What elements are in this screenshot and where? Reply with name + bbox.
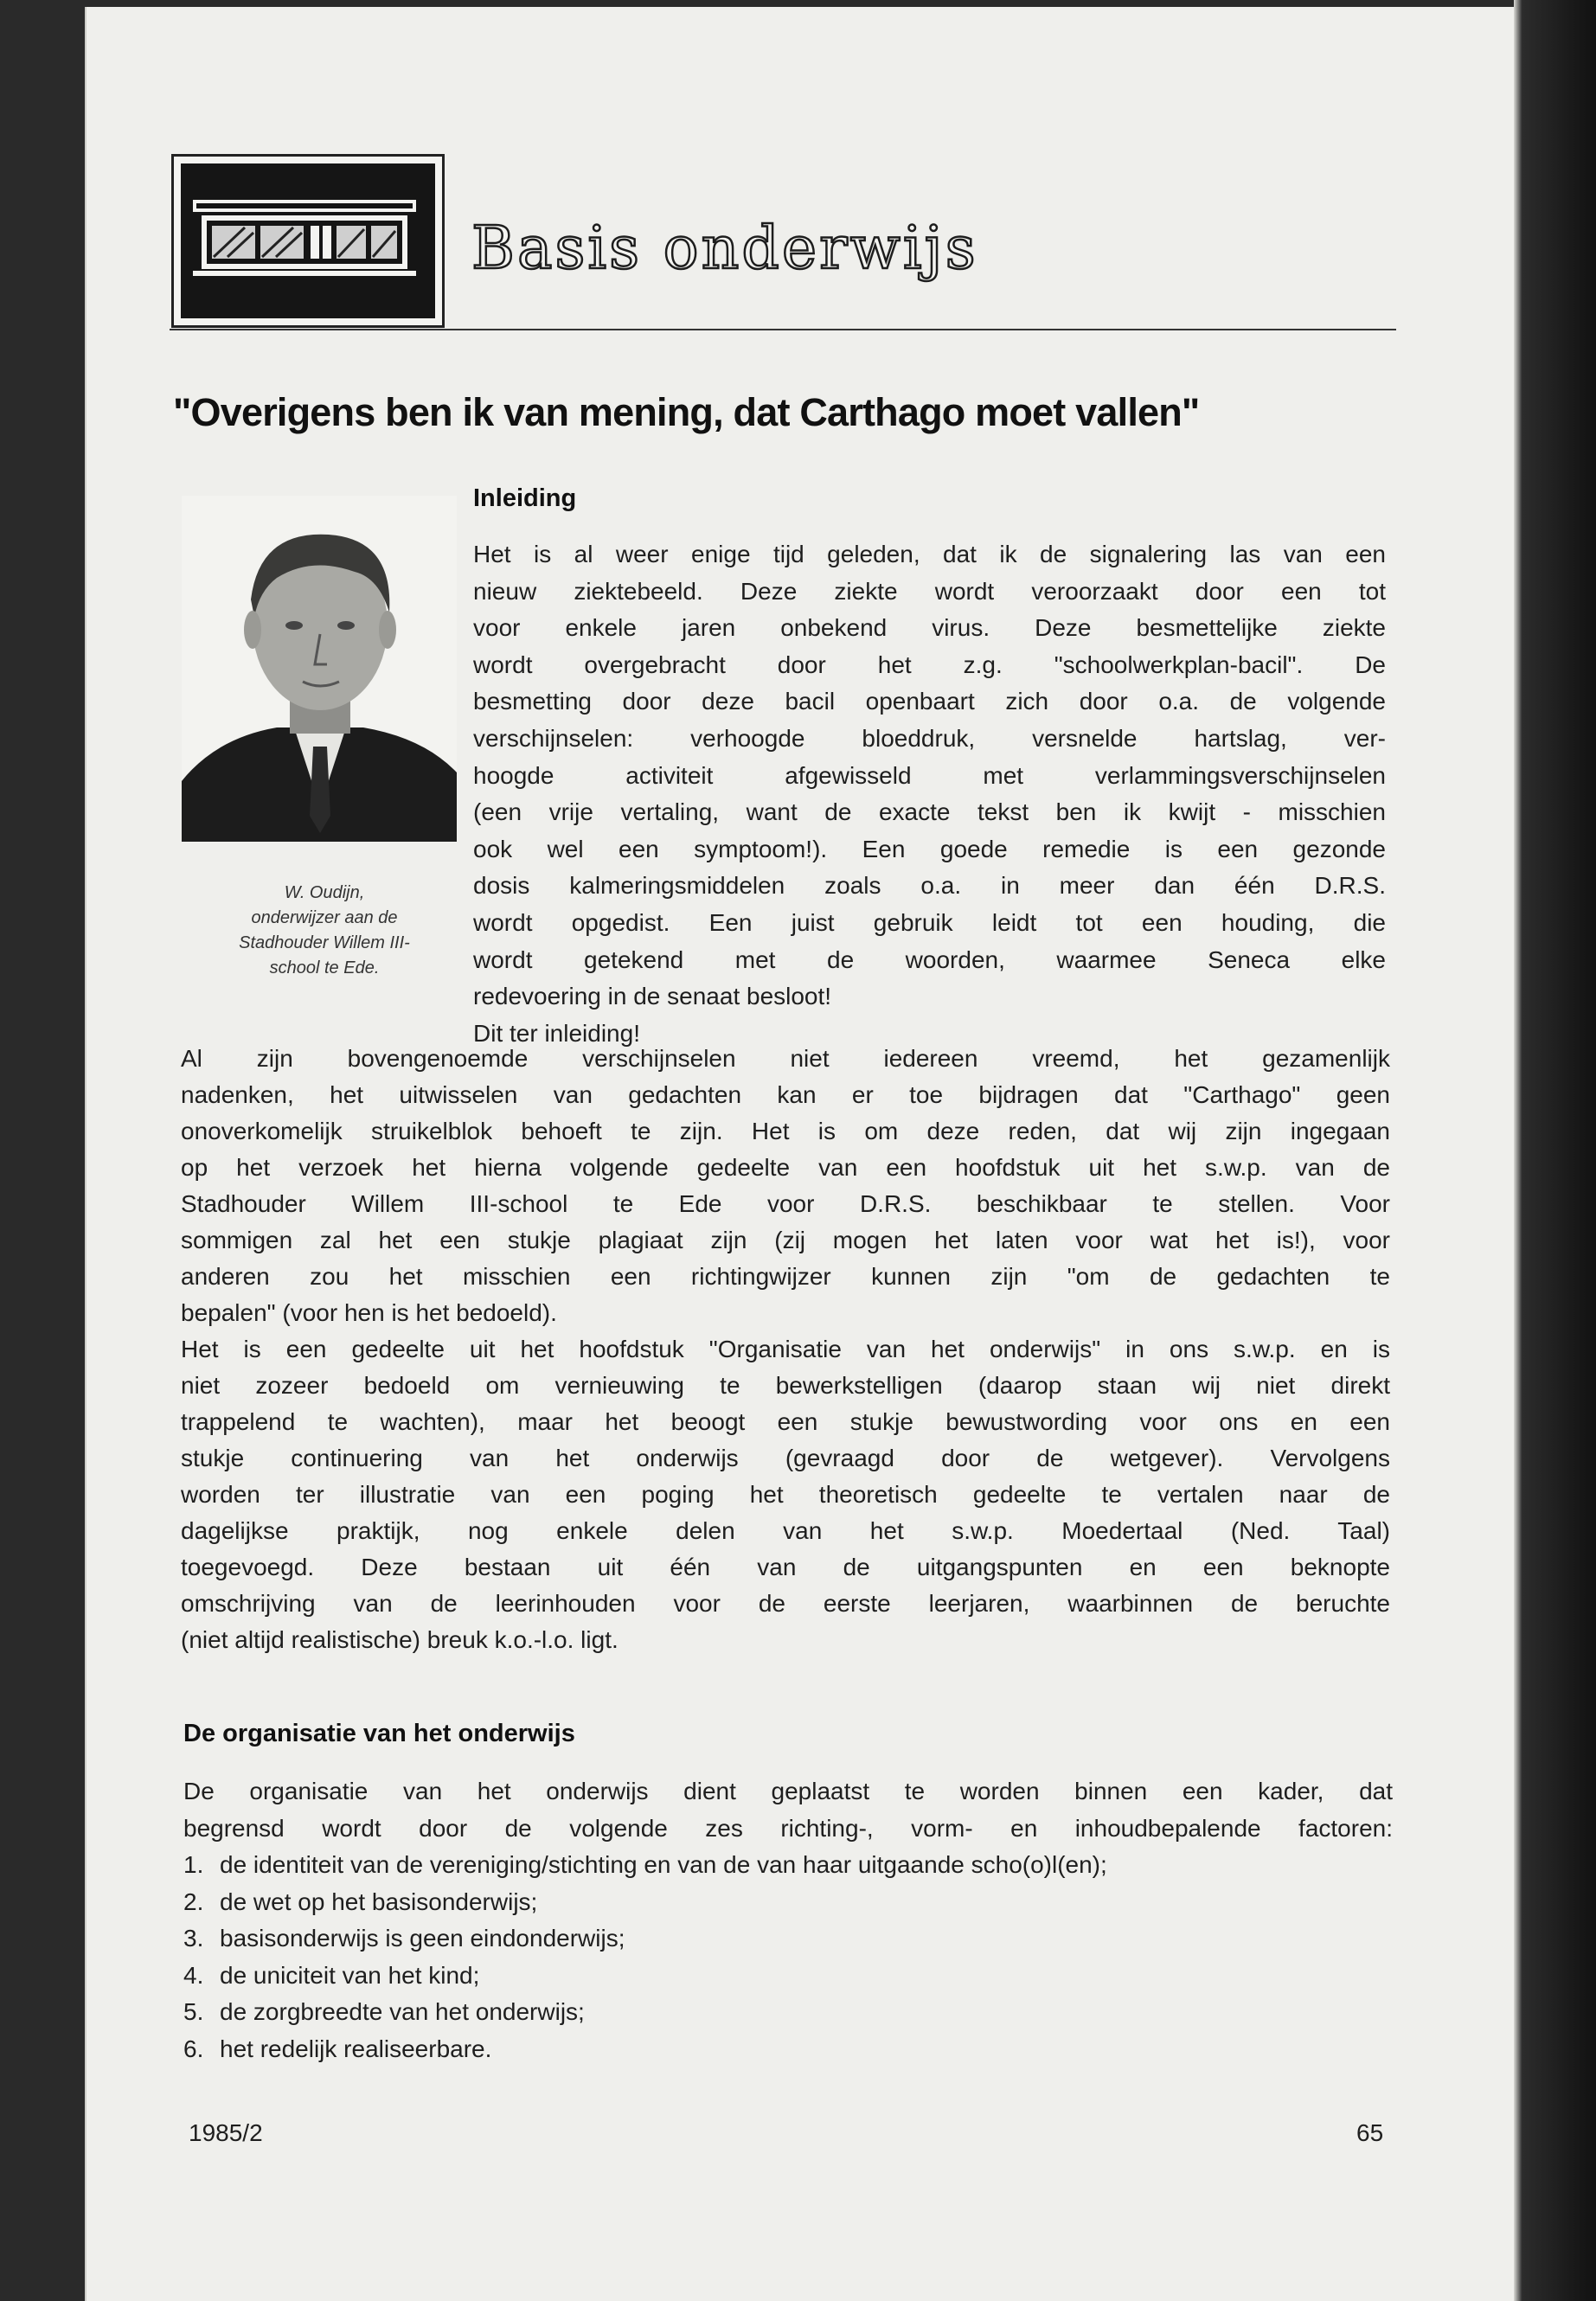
- caption-line: Stadhouder Willem III-: [239, 933, 410, 952]
- list-text: de identiteit van de vereniging/stichting en van de van haar uitgaande scho(o)l(en);: [220, 1851, 1107, 1878]
- caption-line: onderwijzer aan de: [251, 908, 398, 927]
- text-line: redevoering in de senaat besloot!: [473, 983, 832, 1010]
- text-line: wordt overgebracht door het z.g. "schoolwerkplan-bacil". De: [473, 651, 1386, 678]
- list-text: basisonderwijs is geen eindonderwijs;: [220, 1925, 625, 1952]
- list-number: 4.: [183, 1961, 204, 1989]
- text-line: begrensd wordt door de volgende zes richting-, vorm- en inhoudbepalende factoren:: [183, 1814, 1393, 1842]
- list-number: 6.: [183, 2035, 204, 2062]
- text-line: voor enkele jaren onbekend virus. Deze besmettelijke ziekte: [473, 614, 1386, 642]
- series-title: Basis onderwijs: [471, 215, 978, 283]
- text-line: omschrijving van de leerinhouden voor de eerste leerjaren, waarbinnen de beruchte: [181, 1590, 1390, 1617]
- text-line: toegevoegd. Deze bestaan uit één van de uitgangspunten en een beknopte: [181, 1554, 1390, 1580]
- text-line: nieuw ziektebeeld. Deze ziekte wordt veroorzaakt door een tot: [473, 577, 1386, 605]
- text-line: ook wel een symptoom!). Een goede remedie is een gezonde: [473, 835, 1386, 862]
- text-line: dagelijkse praktijk, nog enkele delen van het s.w.p. Moedertaal (Ned. Taal): [181, 1517, 1390, 1544]
- caption-line: W. Oudijn,: [284, 883, 365, 902]
- text-line: Stadhouder Willem III-school te Ede voor D.R.S. beschikbaar te stellen. Voor: [181, 1190, 1390, 1217]
- text-line: Dit ter inleiding!: [473, 1019, 640, 1047]
- text-line: worden ter illustratie van een poging het theoretisch gedeelte te vertalen naar de: [181, 1481, 1390, 1508]
- text-line: Het is al weer enige tijd geleden, dat ik de signalering las van een: [473, 541, 1386, 567]
- text-line: niet zozeer bedoeld om vernieuwing te bewerkstelligen (daarop staan wij niet direkt: [181, 1372, 1390, 1399]
- scan-border: [1514, 0, 1596, 2301]
- text-line: (niet altijd realistische) breuk k.o.-l.o. ligt.: [181, 1626, 619, 1653]
- text-line: (een vrije vertaling, want de exacte tekst ben ik kwijt - misschien: [473, 798, 1386, 826]
- author-portrait: [182, 496, 457, 842]
- photo-caption: [182, 881, 467, 981]
- list-item: [183, 2031, 1393, 2068]
- caption-line: school te Ede.: [269, 958, 380, 977]
- text-line: bepalen" (voor hen is het bedoeld).: [181, 1299, 557, 1326]
- list-text: de uniciteit van het kind;: [220, 1961, 480, 1989]
- series-logo: [171, 154, 445, 328]
- text-line: wordt opgedist. Een juist gebruik leidt tot een houding, die: [473, 908, 1386, 936]
- list-text: de zorgbreedte van het onderwijs;: [220, 1998, 585, 2025]
- list-item: [183, 1920, 1393, 1958]
- text-line: wordt getekend met de woorden, waarmee Seneca elke: [473, 945, 1386, 973]
- text-line: trappelend te wachten), maar het beoogt een stukje bewustwording voor ons en een: [181, 1408, 1390, 1435]
- text-line: sommigen zal het een stukje plagiaat zijn (zij mogen het laten voor wat het is!), voor: [181, 1227, 1390, 1253]
- text-line: dosis kalmeringsmiddelen zoals o.a. in meer dan één D.R.S.: [473, 872, 1386, 900]
- section-heading: De organisatie van het onderwijs: [183, 1720, 575, 1747]
- list-number: 3.: [183, 1925, 204, 1952]
- issue-number: 1985/2: [189, 2119, 263, 2146]
- text-line: onoverkomelijk struikelblok behoeft te zijn. Het is om deze reden, dat wij zijn ingegaan: [181, 1118, 1390, 1144]
- section-paragraph: [183, 1773, 1393, 2067]
- text-line: Al zijn bovengenoemde verschijnselen niet iedereen vreemd, het gezamenlijk: [181, 1045, 1390, 1072]
- factor-list: [183, 1847, 1393, 2067]
- text-line: verschijnselen: verhoogde bloeddruk, versnelde hartslag, ver-: [473, 724, 1386, 752]
- page-number: 65: [1356, 2119, 1384, 2146]
- article-headline: "Overigens ben ik van mening, dat Carthago moet vallen": [173, 390, 1200, 434]
- text-line: hoogde activiteit afgewisseld met verlammingsverschijnselen: [473, 761, 1386, 789]
- text-line: anderen zou het misschien een richtingwijzer kunnen zijn "om de gedachten te: [181, 1263, 1390, 1290]
- intro-paragraph: [473, 536, 1386, 1052]
- list-item: [183, 1884, 1393, 1921]
- text-line: De organisatie van het onderwijs dient geplaatst te worden binnen een kader, dat: [183, 1778, 1393, 1804]
- text-line: besmetting door deze bacil openbaart zich door o.a. de volgende: [473, 688, 1386, 715]
- school-building-icon: [193, 196, 416, 283]
- header-rule: [170, 329, 1396, 330]
- list-number: 5.: [183, 1998, 204, 2025]
- list-text: het redelijk realiseerbare.: [220, 2035, 492, 2062]
- list-text: de wet op het basisonderwijs;: [220, 1888, 538, 1915]
- text-line: Het is een gedeelte uit het hoofdstuk "Organisatie van het onderwijs" in ons s.w.p. en is: [181, 1336, 1390, 1362]
- logo-background: [181, 163, 435, 318]
- text-line: nadenken, het uitwisselen van gedachten kan er toe bijdragen dat "Carthago" geen: [181, 1081, 1390, 1108]
- list-item: [183, 1994, 1393, 2031]
- text-line: op het verzoek het hierna volgende gedeelte van een hoofdstuk uit het s.w.p. van de: [181, 1154, 1390, 1181]
- list-number: 1.: [183, 1851, 204, 1878]
- magazine-page: [85, 7, 1516, 2301]
- text-line: stukje continuering van het onderwijs (gevraagd door de wetgever). Vervolgens: [181, 1445, 1390, 1471]
- list-item: [183, 1847, 1393, 1884]
- body-paragraphs: [181, 1041, 1390, 1658]
- list-item: [183, 1958, 1393, 1995]
- intro-heading: Inleiding: [473, 484, 577, 512]
- list-number: 2.: [183, 1888, 204, 1915]
